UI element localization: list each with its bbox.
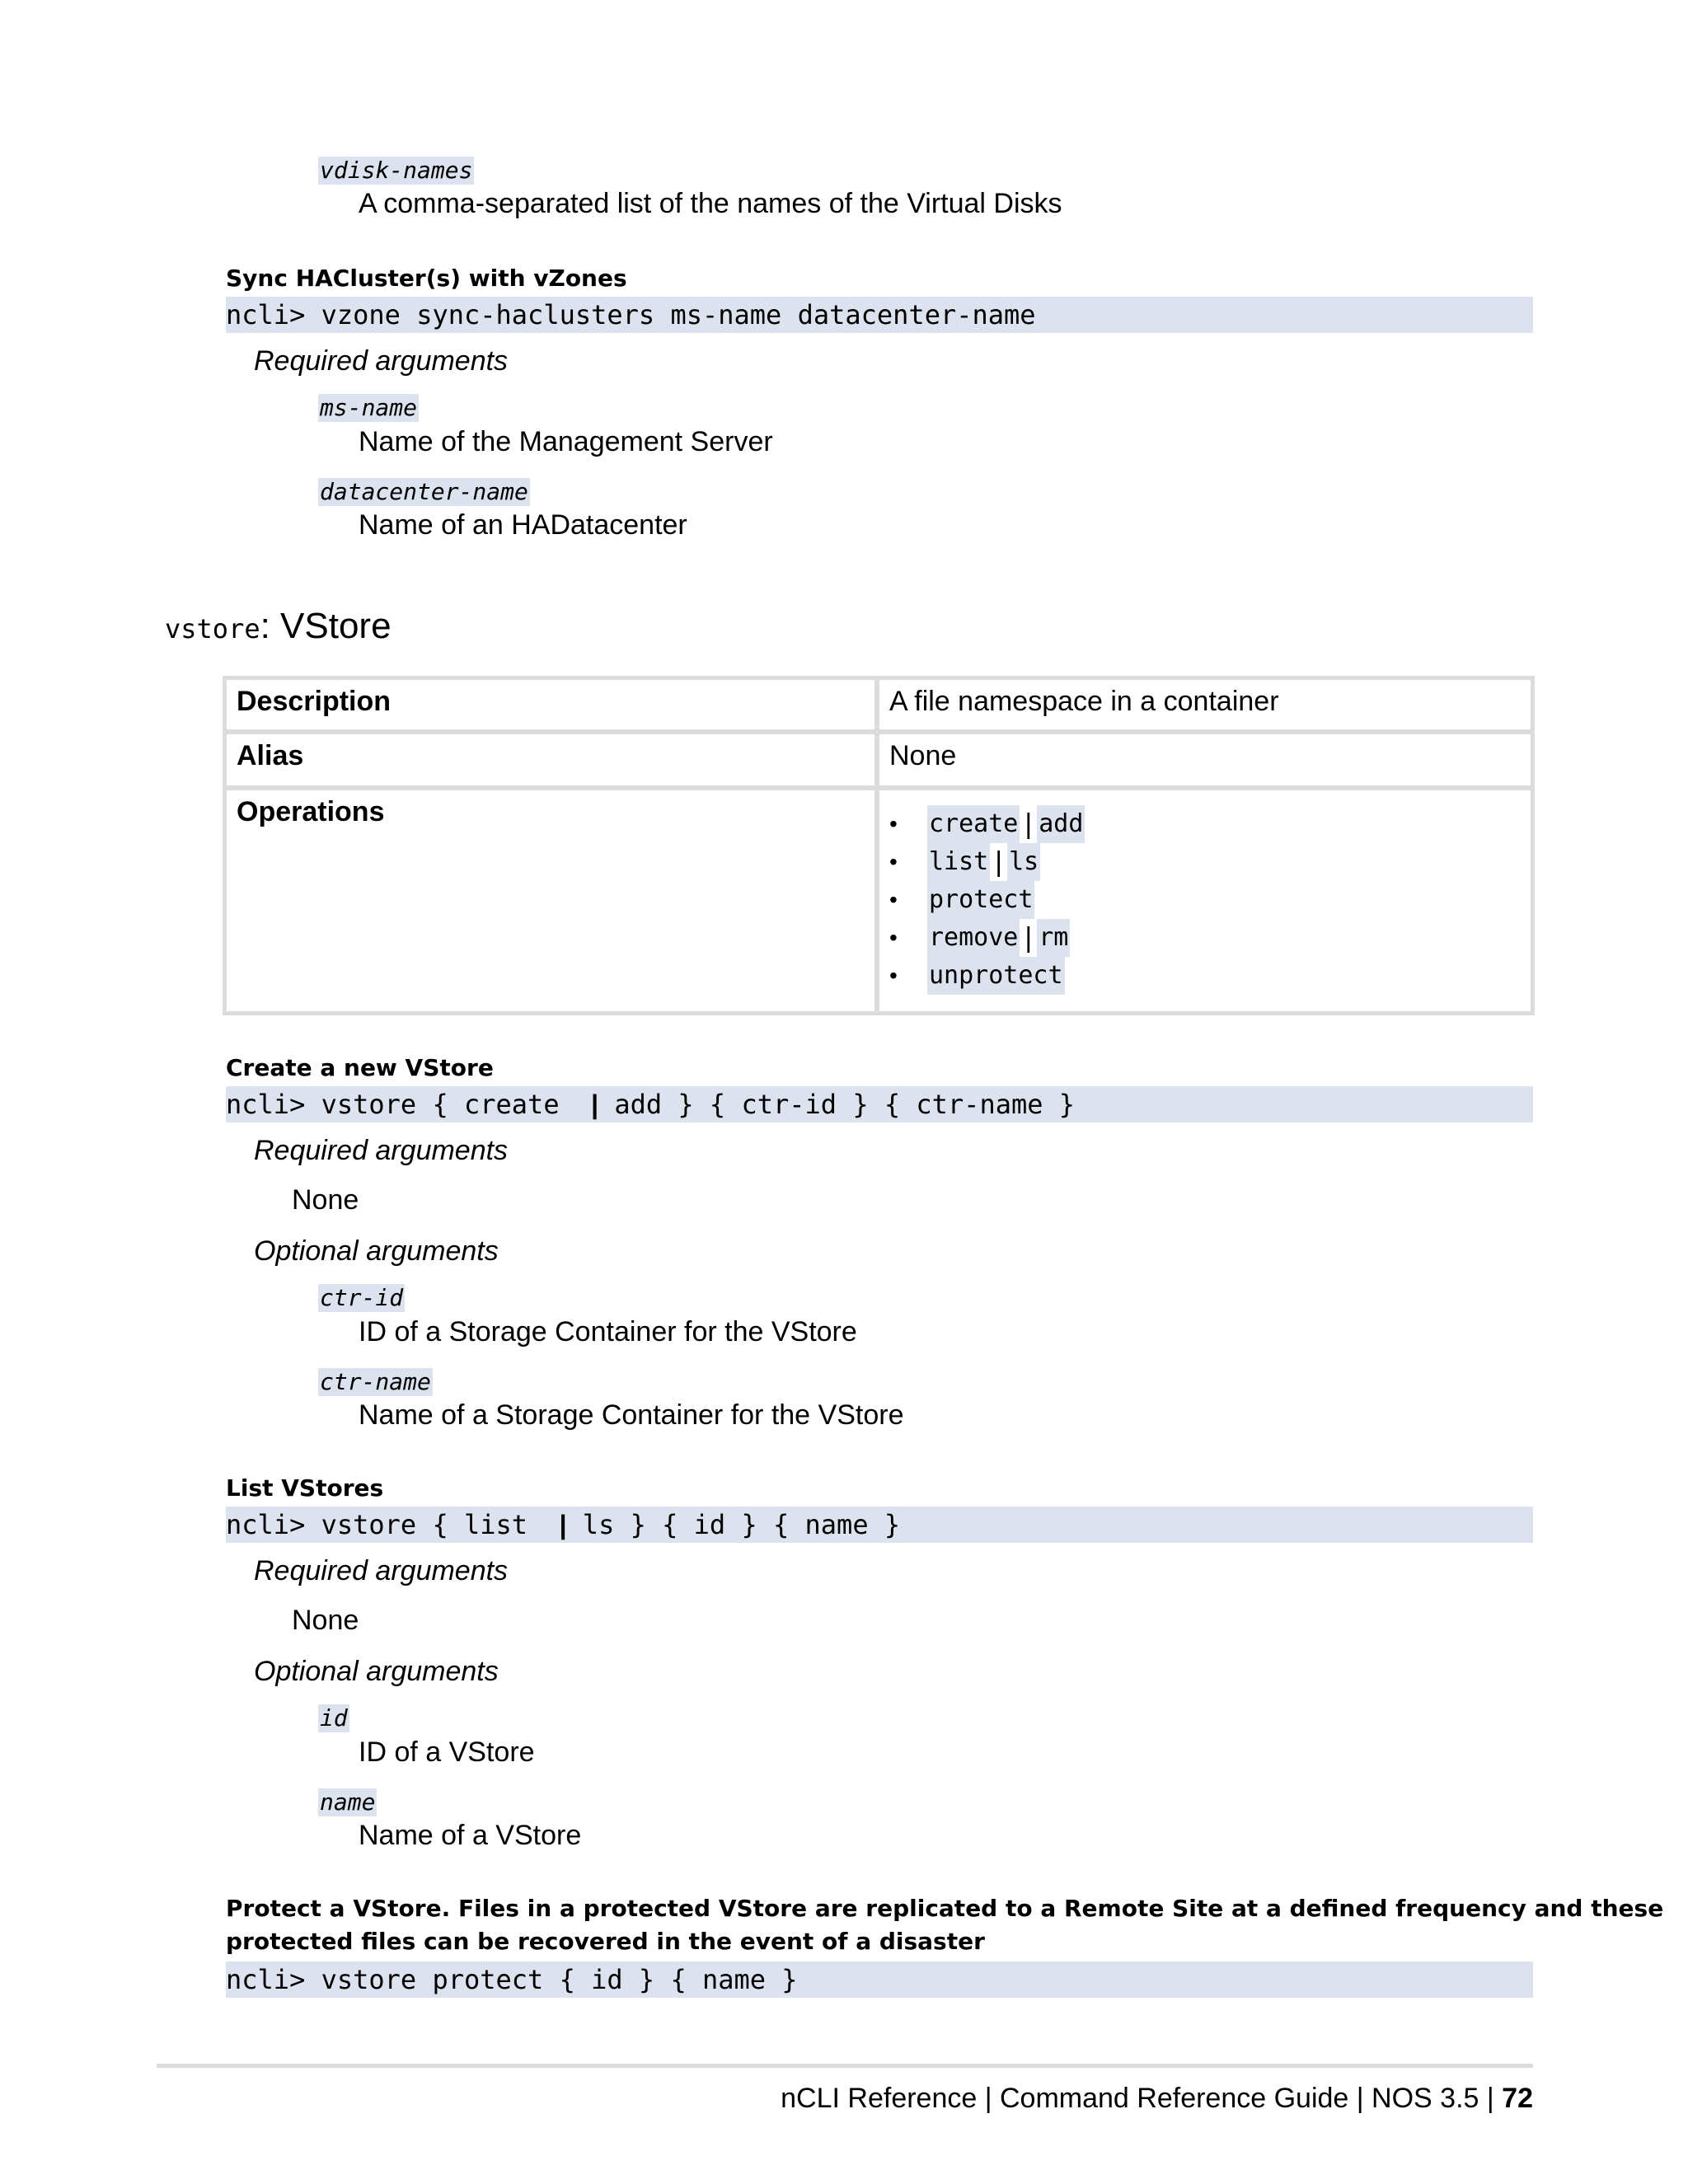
operation-name: remove [927,919,1020,957]
section-heading-list-vstores: List VStores [226,1474,384,1502]
required-arguments-heading: Required arguments [254,1135,509,1166]
section-keyword: vstore [165,613,260,644]
arg-name-vdisk-names: vdisk-names [320,157,473,184]
arg-name-datacenter-name: datacenter-name [320,478,528,505]
command-text: add } { ctr-id } { ctr-name } [598,1089,1076,1120]
required-arguments-value: None [292,1184,359,1216]
operation-item-protect [889,881,1521,919]
arg-name-id: id [320,1704,348,1732]
arg-description: ID of a Storage Container for the VStore [359,1316,857,1347]
operation-alias: ls [1007,843,1040,881]
command-text: ncli> vstore { create [226,1089,592,1120]
arg-description: Name of an HADatacenter [359,509,687,541]
command-text: ls } { id } { name } [566,1509,901,1540]
command-separator: | [559,1510,567,1540]
table-label-operations: Operations [223,786,879,1015]
heading-line: protected files can be recovered in the event of a disaster [226,1928,985,1955]
section-title-vstore [165,605,392,650]
arg-name-ms-name: ms-name [320,394,418,421]
table-value-description: A file namespace in a container [875,676,1535,733]
operation-item-create [889,805,1521,843]
footer-text: nCLI Reference | Command Reference Guide | NOS 3.5 | [781,2083,1503,2114]
arg-name-ctr-id: ctr-id [320,1284,404,1311]
table-value-operations [875,786,1535,1015]
arg-description: ID of a VStore [359,1736,535,1768]
command-list-vstores [226,1507,1533,1543]
bullet-icon: • [889,963,898,988]
arg-description: A comma-separated list of the names of the Virtual Disks [359,188,1062,219]
bullet-icon: • [889,811,898,837]
optional-arguments-heading: Optional arguments [254,1656,499,1687]
section-heading-sync-haclusters: Sync HACluster(s) with vZones [226,265,627,292]
bullet-icon: • [889,849,898,874]
arg-description: Name of a Storage Container for the VStore [359,1399,904,1431]
required-arguments-heading: Required arguments [254,1555,509,1586]
bullet-icon: • [889,925,898,950]
operation-name: unprotect [927,957,1065,995]
footer-divider [157,2064,1533,2068]
operation-alias: rm [1037,919,1070,957]
operation-item-list [889,843,1521,881]
operation-alias: add [1037,805,1085,843]
required-arguments-value: None [292,1605,359,1636]
operation-item-remove [889,919,1521,957]
table-label-alias: Alias [223,730,879,790]
operation-name: protect [927,881,1034,919]
section-heading-protect-vstore [226,1892,1663,1958]
page-footer [781,2082,1533,2115]
command-separator: | [591,1090,599,1119]
section-heading-create-vstore: Create a new VStore [226,1054,494,1081]
operation-separator: | [995,846,1003,878]
section-title-text: : VStore [260,606,392,646]
command-create-vstore [226,1086,1533,1122]
heading-line: Protect a VStore. Files in a protected VStore are replicated to a Remote Site at a defined frequency and these [226,1895,1664,1922]
optional-arguments-heading: Optional arguments [254,1235,499,1267]
command-text: ncli> vstore { list [226,1509,560,1540]
arg-description: Name of a VStore [359,1820,582,1851]
table-label-description: Description [223,676,879,733]
operation-separator: | [1025,808,1033,840]
arg-description: Name of the Management Server [359,426,773,457]
bullet-icon: • [889,887,898,912]
command-protect-vstore: ncli> vstore protect { id } { name } [226,1961,1533,1998]
command-sync-haclusters: ncli> vzone sync-haclusters ms-name datacenter-name [226,297,1533,333]
table-value-alias: None [875,730,1535,790]
page-number: 72 [1502,2083,1533,2114]
operation-separator: | [1025,922,1033,954]
arg-name-ctr-name: ctr-name [320,1368,431,1395]
operation-name: list [927,843,990,881]
required-arguments-heading: Required arguments [254,345,509,377]
operation-item-unprotect [889,957,1521,995]
arg-name-name: name [320,1788,376,1816]
operation-name: create [927,805,1020,843]
